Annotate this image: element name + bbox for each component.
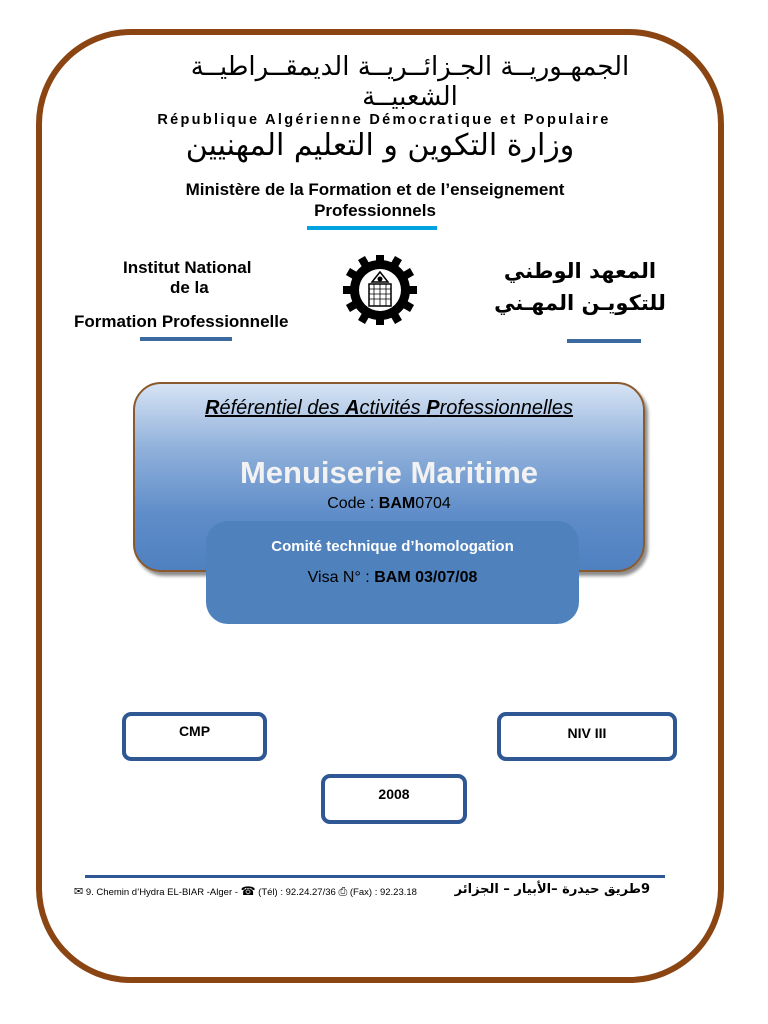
trade-code bbox=[133, 495, 645, 513]
phone-icon: ☎ bbox=[240, 884, 256, 898]
institute-logo bbox=[342, 255, 424, 325]
french-ministry-title bbox=[120, 179, 630, 221]
french-republic-title: République Algérienne Démocratique et Populaire bbox=[157, 112, 611, 128]
level-badge: NIV III bbox=[497, 712, 677, 761]
institute-arabic-line1: المعهد الوطني bbox=[503, 259, 657, 283]
institute-french-line2: de la bbox=[170, 278, 209, 297]
mailbox-icon: ✉ bbox=[74, 886, 84, 898]
referentiel-initial-p: P bbox=[426, 397, 440, 419]
institute-arabic-name bbox=[480, 255, 680, 319]
french-ministry-line2: Professionnels bbox=[314, 201, 436, 220]
address-text: 9. Chemin d’Hydra EL-BIAR -Alger - bbox=[85, 887, 241, 898]
footer-rule bbox=[85, 875, 665, 878]
fax-text: (Fax) : 92.23.18 bbox=[349, 887, 417, 898]
cyan-divider bbox=[307, 226, 437, 230]
left-divider bbox=[140, 337, 232, 341]
referentiel-text-2: ctivités bbox=[359, 397, 427, 419]
code-number: 0704 bbox=[415, 495, 451, 512]
arabic-republic-title: الجمهـوريــة الجـزائــريــة الديمقــراطيــة الشعبيــة bbox=[190, 52, 630, 112]
tel-text: (Tél) : 92.24.27/36 bbox=[258, 887, 339, 898]
referentiel-initial-r: R bbox=[205, 397, 220, 419]
referentiel-heading bbox=[133, 397, 645, 420]
french-ministry-line1: Ministère de la Formation et de l’enseignement bbox=[185, 180, 565, 199]
footer-address bbox=[74, 884, 494, 899]
year-badge: 2008 bbox=[321, 774, 467, 824]
cmp-badge: CMP bbox=[122, 712, 267, 761]
referentiel-initial-a: A bbox=[345, 397, 360, 419]
code-label: Code : bbox=[327, 495, 379, 512]
committee-title: Comité technique d’homologation bbox=[271, 538, 514, 555]
footer-arabic-address: 9طريق حيدرة –الأبيار – الجزائر bbox=[454, 882, 650, 897]
visa-label: Visa N° : bbox=[307, 569, 375, 586]
code-prefix: BAM bbox=[378, 495, 416, 512]
institute-french-line1: Institut National bbox=[123, 258, 252, 277]
right-divider bbox=[567, 339, 641, 343]
referentiel-text-3: rofessionnelles bbox=[439, 397, 573, 419]
institute-french-line3: Formation Professionnelle bbox=[74, 312, 289, 331]
visa-value: BAM 03/07/08 bbox=[374, 569, 478, 586]
trade-title: Menuiserie Maritime bbox=[239, 455, 539, 490]
institute-french-name bbox=[70, 258, 350, 332]
fax-icon: ⎙ bbox=[338, 886, 348, 898]
institute-arabic-line2: للتكويـن المهـني bbox=[494, 291, 666, 315]
referentiel-text-1: éférentiel des bbox=[219, 397, 346, 419]
visa-number bbox=[206, 569, 579, 587]
arabic-ministry-title: وزارة التكوين و التعليم المهنيين bbox=[185, 128, 575, 163]
